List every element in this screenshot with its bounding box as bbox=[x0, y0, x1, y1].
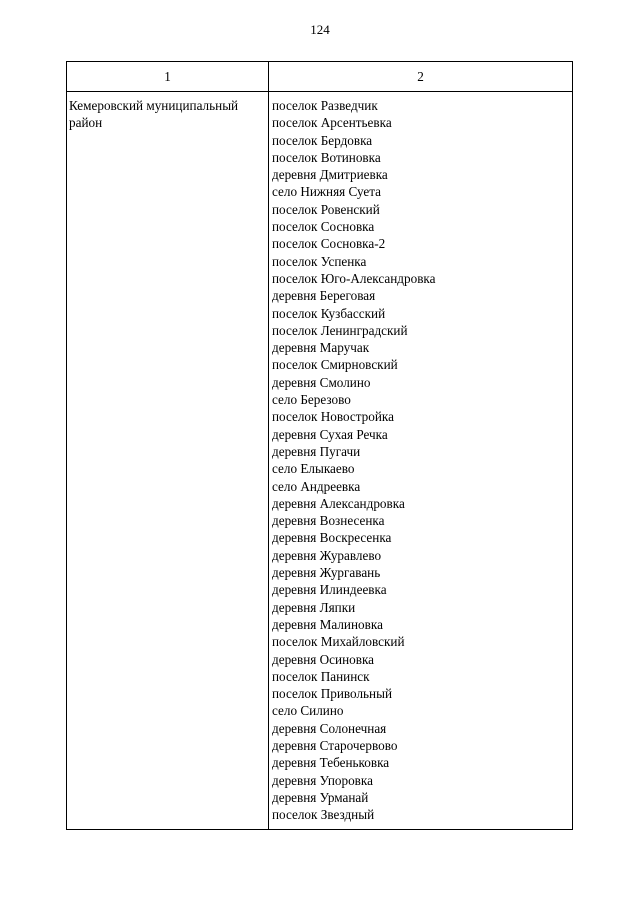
settlement-item: деревня Урманай bbox=[272, 789, 369, 805]
settlement-item: поселок Михайловский bbox=[272, 634, 405, 650]
settlement-item: село Андреевка bbox=[272, 478, 361, 494]
settlement-item: поселок Звездный bbox=[272, 807, 375, 823]
settlement-item: село Силино bbox=[272, 703, 344, 719]
settlement-item: поселок Юго-Александровка bbox=[272, 270, 436, 286]
column-header-1: 1 bbox=[67, 62, 269, 92]
settlement-item: поселок Смирновский bbox=[272, 357, 398, 373]
settlement-item: деревня Воскресенка bbox=[272, 530, 392, 546]
settlement-item: деревня Илиндеевка bbox=[272, 582, 387, 598]
settlement-item: деревня Журавлево bbox=[272, 547, 382, 563]
settlement-item: деревня Смолино bbox=[272, 374, 371, 390]
settlement-item: поселок Сосновка-2 bbox=[272, 236, 386, 252]
table-header-row bbox=[67, 62, 573, 92]
settlement-item: деревня Дмитриевка bbox=[272, 167, 388, 183]
table-row bbox=[67, 92, 573, 830]
settlement-item: деревня Тебеньковка bbox=[272, 755, 390, 771]
settlement-item: деревня Пугачи bbox=[272, 443, 361, 459]
settlement-item: поселок Новостройка bbox=[272, 409, 394, 425]
settlement-item: деревня Старочервово bbox=[272, 737, 398, 753]
settlement-item: деревня Маручак bbox=[272, 340, 370, 356]
settlements-table bbox=[66, 61, 573, 830]
settlement-item: поселок Ленинградский bbox=[272, 322, 408, 338]
settlement-item: деревня Осиновка bbox=[272, 651, 375, 667]
settlement-item: деревня Жургавань bbox=[272, 565, 381, 581]
settlement-item: село Елыкаево bbox=[272, 461, 355, 477]
settlement-item: деревня Александровка bbox=[272, 495, 405, 511]
district-name-cell: Кемеровский муниципальный район bbox=[67, 92, 269, 830]
settlement-item: деревня Вознесенка bbox=[272, 513, 385, 529]
settlement-item: деревня Солонечная bbox=[272, 720, 387, 736]
settlement-item: поселок Панинск bbox=[272, 668, 370, 684]
settlement-item: деревня Упоровка bbox=[272, 772, 373, 788]
settlement-item: деревня Малиновка bbox=[272, 616, 383, 632]
settlement-item: поселок Сосновка bbox=[272, 219, 375, 235]
column-header-2: 2 bbox=[269, 62, 573, 92]
settlement-item: деревня Береговая bbox=[272, 288, 376, 304]
settlement-item: деревня Ляпки bbox=[272, 599, 356, 615]
settlement-item: село Березово bbox=[272, 392, 351, 408]
settlement-item: поселок Привольный bbox=[272, 686, 393, 702]
settlements-cell bbox=[269, 92, 573, 830]
settlement-item: поселок Арсентьевка bbox=[272, 115, 392, 131]
page-number: 124 bbox=[310, 22, 330, 37]
settlement-item: поселок Кузбасский bbox=[272, 305, 386, 321]
settlement-item: поселок Разведчик bbox=[272, 98, 378, 113]
settlement-item: поселок Ровенский bbox=[272, 201, 380, 217]
settlement-list bbox=[272, 97, 572, 823]
settlement-item: поселок Вотиновка bbox=[272, 149, 381, 165]
settlement-item: деревня Сухая Речка bbox=[272, 426, 388, 442]
settlement-item: село Нижняя Суета bbox=[272, 184, 382, 200]
settlement-item: поселок Успенка bbox=[272, 253, 367, 269]
settlement-item: поселок Бердовка bbox=[272, 132, 373, 148]
